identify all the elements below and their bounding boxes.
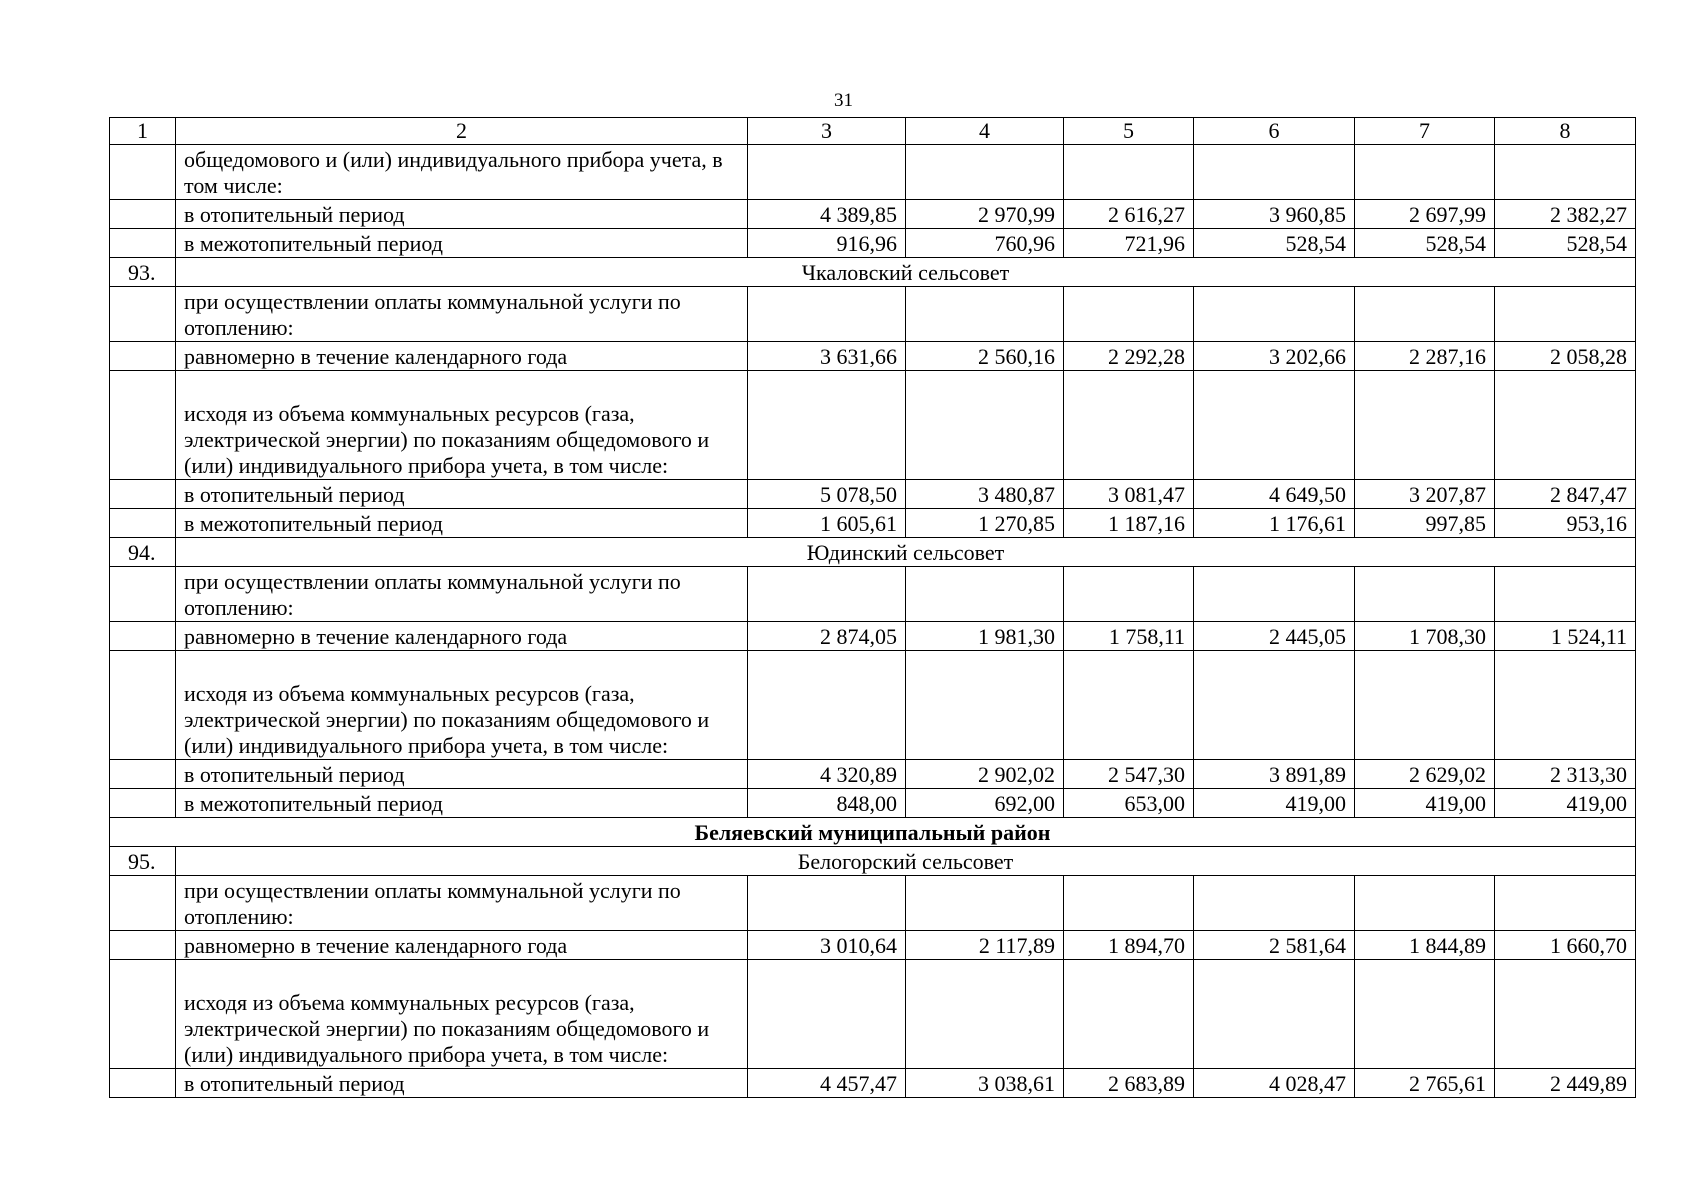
value-cell: 528,54	[1194, 229, 1355, 258]
value-cell	[1355, 651, 1495, 760]
value-cell: 692,00	[906, 789, 1064, 818]
value-cell: 5 078,50	[748, 480, 906, 509]
value-cell	[1194, 567, 1355, 622]
value-cell	[906, 876, 1064, 931]
value-cell: 1 981,30	[906, 622, 1064, 651]
row-number: 95.	[110, 847, 176, 876]
value-cell	[1355, 876, 1495, 931]
row-label: в отопительный период	[176, 200, 748, 229]
column-header: 5	[1064, 118, 1194, 145]
value-cell	[748, 287, 906, 342]
value-cell: 1 708,30	[1355, 622, 1495, 651]
table-row	[110, 931, 1636, 960]
value-cell: 2 697,99	[1355, 200, 1495, 229]
table-row	[110, 200, 1636, 229]
value-cell: 916,96	[748, 229, 906, 258]
value-cell: 2 616,27	[1064, 200, 1194, 229]
value-cell	[906, 145, 1064, 200]
value-cell	[1495, 651, 1636, 760]
district-row	[110, 818, 1636, 847]
value-cell: 1 187,16	[1064, 509, 1194, 538]
row-number	[110, 287, 176, 342]
row-number	[110, 1069, 176, 1098]
value-cell	[1495, 876, 1636, 931]
row-number: 94.	[110, 538, 176, 567]
value-cell: 2 449,89	[1495, 1069, 1636, 1098]
section-row	[110, 538, 1636, 567]
row-number	[110, 960, 176, 1069]
column-header: 8	[1495, 118, 1636, 145]
value-cell: 4 457,47	[748, 1069, 906, 1098]
section-row	[110, 847, 1636, 876]
row-number	[110, 760, 176, 789]
row-number: 93.	[110, 258, 176, 287]
row-label: в отопительный период	[176, 480, 748, 509]
value-cell: 1 270,85	[906, 509, 1064, 538]
value-cell	[1355, 960, 1495, 1069]
row-label: в отопительный период	[176, 1069, 748, 1098]
value-cell: 3 960,85	[1194, 200, 1355, 229]
column-header: 3	[748, 118, 906, 145]
value-cell	[1495, 287, 1636, 342]
value-cell	[906, 371, 1064, 480]
table-row	[110, 342, 1636, 371]
column-number-row	[110, 118, 1636, 145]
value-cell: 653,00	[1064, 789, 1194, 818]
table-row	[110, 1069, 1636, 1098]
row-number	[110, 342, 176, 371]
table-row	[110, 567, 1636, 622]
value-cell	[1194, 960, 1355, 1069]
value-cell: 528,54	[1355, 229, 1495, 258]
value-cell: 2 058,28	[1495, 342, 1636, 371]
value-cell: 419,00	[1355, 789, 1495, 818]
value-cell: 419,00	[1194, 789, 1355, 818]
value-cell	[1355, 371, 1495, 480]
value-cell: 760,96	[906, 229, 1064, 258]
value-cell: 3 480,87	[906, 480, 1064, 509]
value-cell	[748, 567, 906, 622]
value-cell: 2 547,30	[1064, 760, 1194, 789]
row-number	[110, 371, 176, 480]
value-cell	[1064, 567, 1194, 622]
value-cell: 848,00	[748, 789, 906, 818]
table-row	[110, 651, 1636, 760]
row-label: равномерно в течение календарного года	[176, 622, 748, 651]
value-cell: 2 629,02	[1355, 760, 1495, 789]
row-number	[110, 145, 176, 200]
value-cell	[1064, 960, 1194, 1069]
row-label: исходя из объема коммунальных ресурсов (газа, электрической энергии) по показаниям общедомового и (или) индивидуального прибора учета, в том числе:	[176, 651, 748, 760]
value-cell: 4 389,85	[748, 200, 906, 229]
value-cell: 2 313,30	[1495, 760, 1636, 789]
value-cell: 997,85	[1355, 509, 1495, 538]
value-cell	[1194, 287, 1355, 342]
section-title: Белогорский сельсовет	[176, 847, 1636, 876]
value-cell: 1 758,11	[1064, 622, 1194, 651]
row-label: в межотопительный период	[176, 229, 748, 258]
value-cell: 4 649,50	[1194, 480, 1355, 509]
row-number	[110, 229, 176, 258]
row-label: в межотопительный период	[176, 789, 748, 818]
value-cell: 2 287,16	[1355, 342, 1495, 371]
table-body	[110, 118, 1636, 1098]
value-cell	[1194, 371, 1355, 480]
value-cell	[748, 651, 906, 760]
value-cell: 2 765,61	[1355, 1069, 1495, 1098]
table-row	[110, 509, 1636, 538]
row-number	[110, 931, 176, 960]
table-row	[110, 287, 1636, 342]
row-number	[110, 567, 176, 622]
value-cell	[906, 960, 1064, 1069]
row-label: в отопительный период	[176, 760, 748, 789]
table-row	[110, 145, 1636, 200]
value-cell: 419,00	[1495, 789, 1636, 818]
value-cell	[906, 651, 1064, 760]
value-cell	[1064, 876, 1194, 931]
value-cell: 2 445,05	[1194, 622, 1355, 651]
value-cell: 1 524,11	[1495, 622, 1636, 651]
value-cell	[1064, 145, 1194, 200]
value-cell	[1064, 651, 1194, 760]
value-cell: 2 581,64	[1194, 931, 1355, 960]
section-title: Чкаловский сельсовет	[176, 258, 1636, 287]
row-label: в межотопительный период	[176, 509, 748, 538]
value-cell	[1495, 960, 1636, 1069]
row-number	[110, 480, 176, 509]
value-cell	[1495, 371, 1636, 480]
row-label: при осуществлении оплаты коммунальной услуги по отоплению:	[176, 287, 748, 342]
value-cell: 953,16	[1495, 509, 1636, 538]
row-label: исходя из объема коммунальных ресурсов (газа, электрической энергии) по показаниям общедомового и (или) индивидуального прибора учета, в том числе:	[176, 960, 748, 1069]
row-number	[110, 876, 176, 931]
value-cell: 2 382,27	[1495, 200, 1636, 229]
value-cell: 528,54	[1495, 229, 1636, 258]
page-number: 31	[834, 90, 853, 111]
row-label: равномерно в течение календарного года	[176, 931, 748, 960]
value-cell: 3 891,89	[1194, 760, 1355, 789]
value-cell	[1194, 876, 1355, 931]
row-label: общедомового и (или) индивидуального прибора учета, в том числе:	[176, 145, 748, 200]
column-header: 4	[906, 118, 1064, 145]
section-title: Юдинский сельсовет	[176, 538, 1636, 567]
value-cell: 1 660,70	[1495, 931, 1636, 960]
column-header: 1	[110, 118, 176, 145]
table-row	[110, 960, 1636, 1069]
value-cell	[1355, 145, 1495, 200]
district-title: Беляевский муниципальный район	[110, 818, 1636, 847]
value-cell	[1355, 287, 1495, 342]
value-cell: 3 207,87	[1355, 480, 1495, 509]
value-cell: 3 038,61	[906, 1069, 1064, 1098]
value-cell	[748, 371, 906, 480]
value-cell: 1 176,61	[1194, 509, 1355, 538]
value-cell: 3 631,66	[748, 342, 906, 371]
row-label: равномерно в течение календарного года	[176, 342, 748, 371]
row-label: исходя из объема коммунальных ресурсов (газа, электрической энергии) по показаниям общедомового и (или) индивидуального прибора учета, в том числе:	[176, 371, 748, 480]
value-cell: 1 844,89	[1355, 931, 1495, 960]
row-label: при осуществлении оплаты коммунальной услуги по отоплению:	[176, 876, 748, 931]
table-row	[110, 480, 1636, 509]
value-cell: 2 683,89	[1064, 1069, 1194, 1098]
value-cell: 2 874,05	[748, 622, 906, 651]
value-cell	[1064, 371, 1194, 480]
value-cell	[748, 960, 906, 1069]
value-cell	[906, 287, 1064, 342]
value-cell: 1 605,61	[748, 509, 906, 538]
row-number	[110, 651, 176, 760]
value-cell: 3 202,66	[1194, 342, 1355, 371]
value-cell: 2 292,28	[1064, 342, 1194, 371]
value-cell: 2 847,47	[1495, 480, 1636, 509]
column-header: 2	[176, 118, 748, 145]
value-cell	[1194, 145, 1355, 200]
tariff-table	[109, 117, 1636, 1098]
value-cell: 2 117,89	[906, 931, 1064, 960]
value-cell: 2 560,16	[906, 342, 1064, 371]
value-cell	[1064, 287, 1194, 342]
value-cell	[906, 567, 1064, 622]
value-cell: 3 010,64	[748, 931, 906, 960]
section-row	[110, 258, 1636, 287]
table-row	[110, 229, 1636, 258]
row-number	[110, 622, 176, 651]
table-row	[110, 876, 1636, 931]
table-row	[110, 789, 1636, 818]
value-cell: 2 970,99	[906, 200, 1064, 229]
value-cell	[748, 876, 906, 931]
value-cell: 4 320,89	[748, 760, 906, 789]
column-header: 7	[1355, 118, 1495, 145]
value-cell: 1 894,70	[1064, 931, 1194, 960]
table-row	[110, 371, 1636, 480]
value-cell: 2 902,02	[906, 760, 1064, 789]
value-cell: 4 028,47	[1194, 1069, 1355, 1098]
row-number	[110, 200, 176, 229]
value-cell	[1495, 145, 1636, 200]
value-cell	[1495, 567, 1636, 622]
row-number	[110, 789, 176, 818]
table-row	[110, 622, 1636, 651]
row-number	[110, 509, 176, 538]
row-label: при осуществлении оплаты коммунальной услуги по отоплению:	[176, 567, 748, 622]
value-cell: 721,96	[1064, 229, 1194, 258]
value-cell	[1355, 567, 1495, 622]
table-row	[110, 760, 1636, 789]
value-cell	[1194, 651, 1355, 760]
column-header: 6	[1194, 118, 1355, 145]
value-cell: 3 081,47	[1064, 480, 1194, 509]
value-cell	[748, 145, 906, 200]
